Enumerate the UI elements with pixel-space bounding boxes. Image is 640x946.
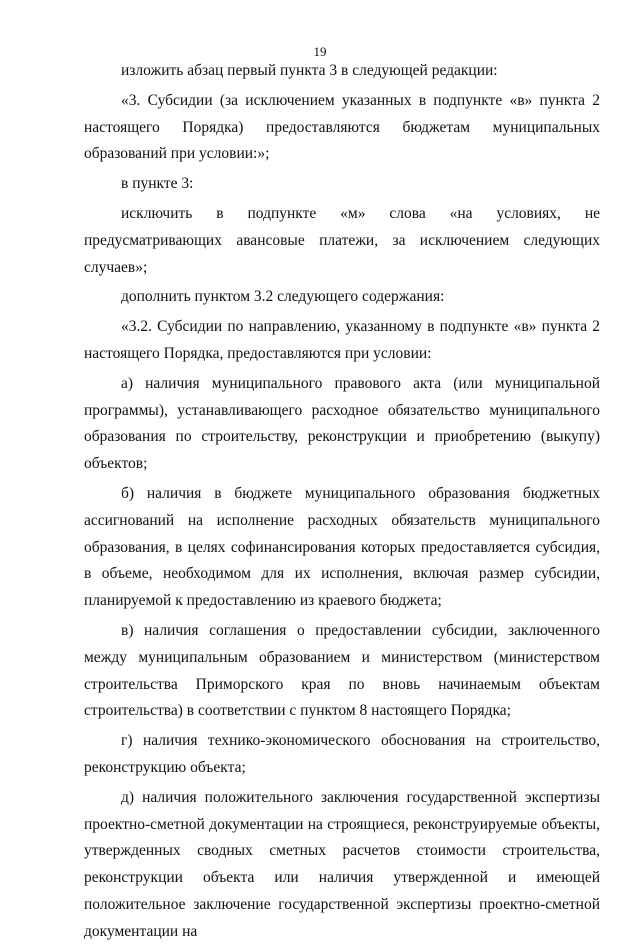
paragraph-amend-point-3: изложить абзац первый пункта 3 в следующей редакции: xyxy=(121,62,498,79)
paragraph-exclude-subpoint-m: исключить в подпункте «м» слова «на условиях, не предусматривающих авансовые платежи, за исключением следующих случаев»; xyxy=(84,204,600,276)
paragraph-condition-a: а) наличия муниципального правового акта (или муниципальной программы), устанавливающего расходное обязательство муниципального образования по строительству, реконструкции и приобретению (выкупу) объектов; xyxy=(84,374,600,473)
paragraph-point-3-text: «3. Субсидии (за исключением указанных в подпункте «в» пункта 2 настоящего Порядка) предоставляются бюджетам муниципальных образований при условии:»; xyxy=(84,91,600,163)
paragraph-add-point-3-2: дополнить пунктом 3.2 следующего содержания: xyxy=(121,288,445,306)
paragraph-condition-g: г) наличия технико-экономического обоснования на строительство, реконструкцию объекта; xyxy=(84,732,600,776)
paragraph-condition-d: д) наличия положительного заключения государственной экспертизы проектно-сметной документации на строящиеся, реконструируемые объекты, утвержденных сводных сметных расчетов стоимости строительства, реконструкции объекта или наличия утвержденной и имеющей положительное заключение государственной экспертизы проектно-сметной документации на xyxy=(84,788,600,940)
document-body xyxy=(84,58,600,946)
paragraph-condition-v: в) наличия соглашения о предоставлении субсидии, заключенного между муниципальным образованием и министерством (министерством строительства Приморского края по вновь начинаемым объектам строительства) в соответствии с пунктом 8 настоящего Порядка; xyxy=(84,621,600,720)
page-number: 19 xyxy=(313,44,327,59)
paragraph-condition-b: б) наличия в бюджете муниципального образования бюджетных ассигнований на исполнение расходных обязательств муниципального образования, в целях софинансирования которых предоставляется субсидия, в объеме, необходимом для их исполнения, включая размер субсидии, планируемой к предоставлению из краевого бюджета; xyxy=(84,484,600,610)
paragraph-in-point-3: в пункте 3: xyxy=(121,175,194,193)
paragraph-point-3-2-text: «3.2. Субсидии по направлению, указанному в подпункте «в» пункта 2 настоящего Порядка, предоставляются при условии: xyxy=(84,318,600,362)
